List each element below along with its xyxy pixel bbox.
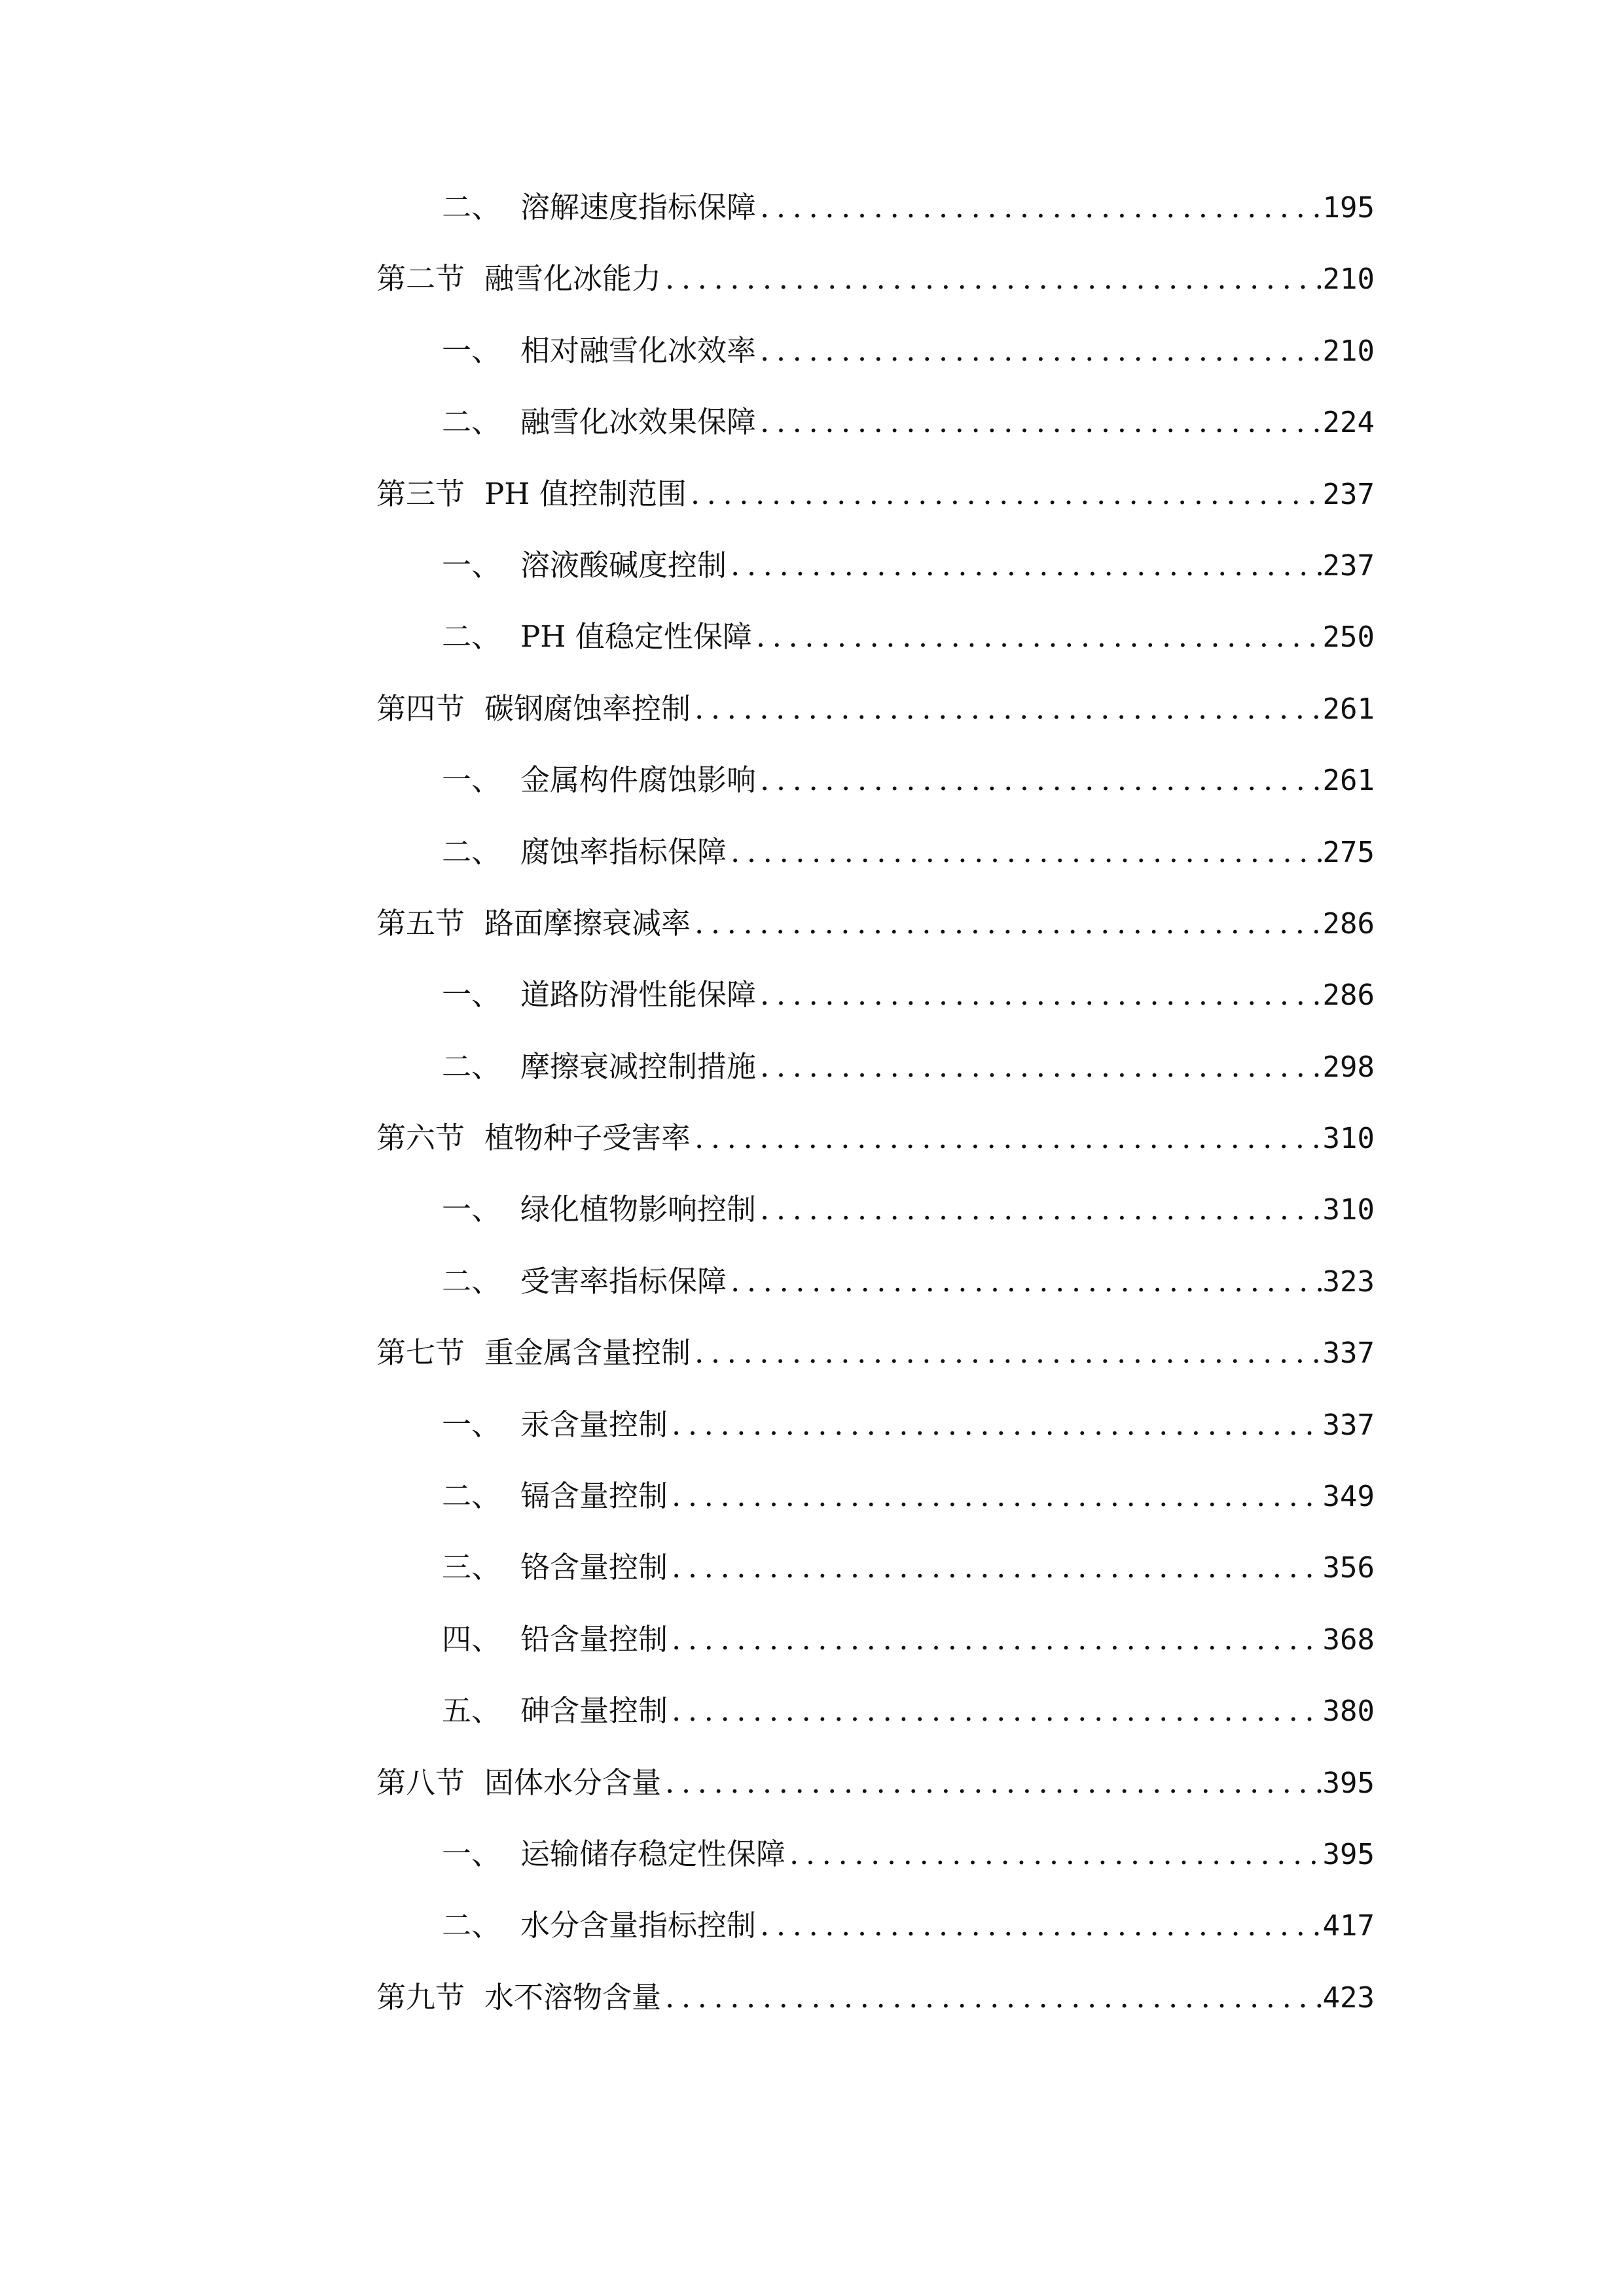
dot-leader <box>756 407 1322 437</box>
toc-subsection-entry[interactable] <box>376 192 1375 264</box>
toc-entry-number: 二、 <box>442 1908 501 1943</box>
toc-entry-page: 337 <box>1322 1336 1375 1371</box>
toc-entry-title: 水分含量指标控制 <box>520 1908 757 1943</box>
toc-subsection-entry[interactable] <box>376 1836 1375 1910</box>
toc-entry-title: 铅含量控制 <box>520 1621 668 1657</box>
dot-leader <box>756 1194 1322 1224</box>
toc-entry-title: 砷含量控制 <box>520 1693 668 1729</box>
toc-entry-page: 210 <box>1322 262 1375 296</box>
toc-subsection-entry[interactable] <box>376 332 1375 407</box>
toc-entry-page: 261 <box>1322 692 1375 726</box>
toc-entry-title: 重金属含量控制 <box>484 1335 691 1371</box>
toc-entry-title: 溶液酸碱度控制 <box>520 547 727 583</box>
toc-section-entry[interactable] <box>376 691 1375 765</box>
toc-entry-number: 二、 <box>442 619 501 655</box>
toc-entry-title: 相对融雪化冰效率 <box>520 332 757 368</box>
toc-entry-page: 286 <box>1322 906 1375 941</box>
toc-entry-page: 286 <box>1322 978 1375 1013</box>
toc-entry-page: 417 <box>1322 1909 1375 1943</box>
toc-entry-page: 237 <box>1322 477 1375 511</box>
toc-entry-page: 298 <box>1322 1050 1375 1084</box>
toc-entry-number: 二、 <box>442 1479 501 1514</box>
toc-entry-page: 395 <box>1322 1837 1375 1871</box>
toc-entry-page: 195 <box>1322 191 1375 224</box>
dot-leader <box>691 1123 1322 1153</box>
toc-entry-title: 路面摩擦衰减率 <box>484 905 691 941</box>
toc-entry-number: 一、 <box>442 977 501 1013</box>
toc-entry-number: 二、 <box>442 404 501 440</box>
toc-subsection-entry[interactable] <box>376 834 1375 908</box>
toc-entry-page: 395 <box>1322 1766 1375 1800</box>
toc-entry-page: 380 <box>1322 1695 1375 1729</box>
toc-entry-title: 运输储存稳定性保障 <box>520 1836 786 1871</box>
dot-leader <box>668 1410 1322 1439</box>
dot-leader <box>727 1266 1322 1296</box>
toc-entry-title: 固体水分含量 <box>484 1765 662 1800</box>
toc-entry-page: 250 <box>1322 620 1375 655</box>
dot-leader <box>691 694 1322 723</box>
toc-entry-title: 植物种子受害率 <box>484 1121 691 1156</box>
toc-entry-title: PH 值稳定性保障 <box>520 619 752 655</box>
dot-leader <box>691 908 1322 938</box>
toc-entry-page: 224 <box>1322 406 1375 440</box>
toc-entry-title: 腐蚀率指标保障 <box>520 834 727 869</box>
toc-entry-number: 第五节 <box>376 905 465 941</box>
toc-entry-number: 第三节 <box>376 476 465 511</box>
toc-entry-title: 金属构件腐蚀影响 <box>520 762 757 798</box>
toc-entry-title: 镉含量控制 <box>520 1479 668 1514</box>
toc-subsection-entry[interactable] <box>376 1552 1375 1624</box>
dot-leader <box>756 192 1322 222</box>
dot-leader <box>668 1481 1322 1511</box>
toc-entry-number: 一、 <box>442 1836 501 1871</box>
toc-entry-number: 五、 <box>442 1693 501 1729</box>
dot-leader <box>661 1768 1322 1797</box>
toc-entry-page: 210 <box>1322 334 1375 368</box>
toc-section-entry[interactable] <box>376 476 1375 550</box>
dot-leader <box>756 765 1322 795</box>
dot-leader <box>661 1982 1322 2012</box>
dot-leader <box>687 479 1323 509</box>
toc-entry-title: 受害率指标保障 <box>520 1263 727 1299</box>
toc-entry-page: 323 <box>1322 1265 1375 1299</box>
toc-entry-number: 一、 <box>442 762 501 798</box>
toc-subsection-entry[interactable] <box>376 1407 1375 1481</box>
toc-entry-number: 一、 <box>442 1192 501 1227</box>
toc-entry-number: 第八节 <box>376 1765 465 1800</box>
toc-entry-number: 三、 <box>442 1550 501 1585</box>
toc-entry-page: 275 <box>1322 835 1375 869</box>
toc-entry-page: 261 <box>1322 764 1375 798</box>
toc-entry-title: 汞含量控制 <box>520 1407 668 1442</box>
toc-entry-title: PH 值控制范围 <box>484 476 687 511</box>
toc-subsection-entry[interactable] <box>376 619 1375 693</box>
dot-leader <box>668 1624 1322 1654</box>
dot-leader <box>668 1552 1322 1582</box>
toc-section-entry[interactable] <box>376 1765 1375 1839</box>
toc-entry-number: 二、 <box>442 1049 501 1084</box>
toc-section-entry[interactable] <box>376 905 1375 980</box>
toc-subsection-entry[interactable] <box>376 404 1375 478</box>
toc-subsection-entry[interactable] <box>376 1049 1375 1123</box>
toc-entry-title: 融雪化冰效果保障 <box>520 404 757 440</box>
dot-leader <box>756 980 1322 1009</box>
dot-leader <box>661 264 1322 293</box>
dot-leader <box>691 1338 1322 1367</box>
toc-entry-number: 一、 <box>442 1407 501 1442</box>
toc-subsection-entry[interactable] <box>376 1481 1375 1552</box>
toc-entry-page: 349 <box>1322 1480 1375 1514</box>
toc-entry-page: 337 <box>1322 1408 1375 1442</box>
toc-entry-number: 第七节 <box>376 1335 465 1371</box>
dot-leader <box>668 1696 1322 1725</box>
toc-entry-page: 310 <box>1322 1193 1375 1227</box>
toc-entry-title: 道路防滑性能保障 <box>520 977 757 1013</box>
toc-entry-title: 溶解速度指标保障 <box>520 190 757 224</box>
dot-leader <box>756 336 1322 365</box>
toc-entry-number: 二、 <box>442 190 501 224</box>
toc-subsection-entry[interactable] <box>376 1910 1375 1982</box>
dot-leader <box>756 1910 1322 1940</box>
dot-leader <box>727 550 1322 580</box>
toc-subsection-entry[interactable] <box>376 1621 1375 1696</box>
dot-leader <box>727 837 1322 867</box>
toc-section-entry[interactable] <box>376 261 1375 335</box>
toc-entry-number: 四、 <box>442 1621 501 1657</box>
table-of-contents <box>376 192 1375 2054</box>
toc-entry-page: 310 <box>1322 1122 1375 1156</box>
toc-entry-page: 368 <box>1322 1623 1375 1657</box>
toc-entry-number: 第四节 <box>376 691 465 726</box>
toc-subsection-entry[interactable] <box>376 762 1375 836</box>
toc-entry-page: 423 <box>1322 1981 1375 2015</box>
dot-leader <box>785 1839 1322 1869</box>
toc-entry-title: 铬含量控制 <box>520 1550 668 1585</box>
toc-subsection-entry[interactable] <box>376 977 1375 1051</box>
toc-entry-title: 融雪化冰能力 <box>484 261 662 296</box>
toc-entry-number: 一、 <box>442 332 501 368</box>
toc-entry-title: 摩擦衰减控制措施 <box>520 1049 757 1084</box>
toc-entry-number: 二、 <box>442 834 501 869</box>
toc-entry-number: 第九节 <box>376 1979 465 2015</box>
toc-section-entry[interactable] <box>376 1335 1375 1409</box>
toc-entry-number: 一、 <box>442 547 501 583</box>
dot-leader <box>756 1052 1322 1081</box>
dot-leader <box>752 622 1323 651</box>
toc-section-entry[interactable] <box>376 1979 1375 2054</box>
toc-entry-title: 碳钢腐蚀率控制 <box>484 691 691 726</box>
toc-entry-page: 237 <box>1322 548 1375 583</box>
toc-subsection-entry[interactable] <box>376 547 1375 622</box>
toc-entry-number: 第六节 <box>376 1121 465 1156</box>
toc-entry-number: 二、 <box>442 1263 501 1299</box>
toc-subsection-entry[interactable] <box>376 1194 1375 1266</box>
toc-entry-title: 水不溶物含量 <box>484 1979 662 2015</box>
toc-entry-number: 第二节 <box>376 261 465 296</box>
toc-subsection-entry[interactable] <box>376 1693 1375 1767</box>
toc-section-entry[interactable] <box>376 1123 1375 1194</box>
toc-entry-page: 356 <box>1322 1551 1375 1585</box>
toc-entry-title: 绿化植物影响控制 <box>520 1192 757 1227</box>
toc-subsection-entry[interactable] <box>376 1263 1375 1338</box>
